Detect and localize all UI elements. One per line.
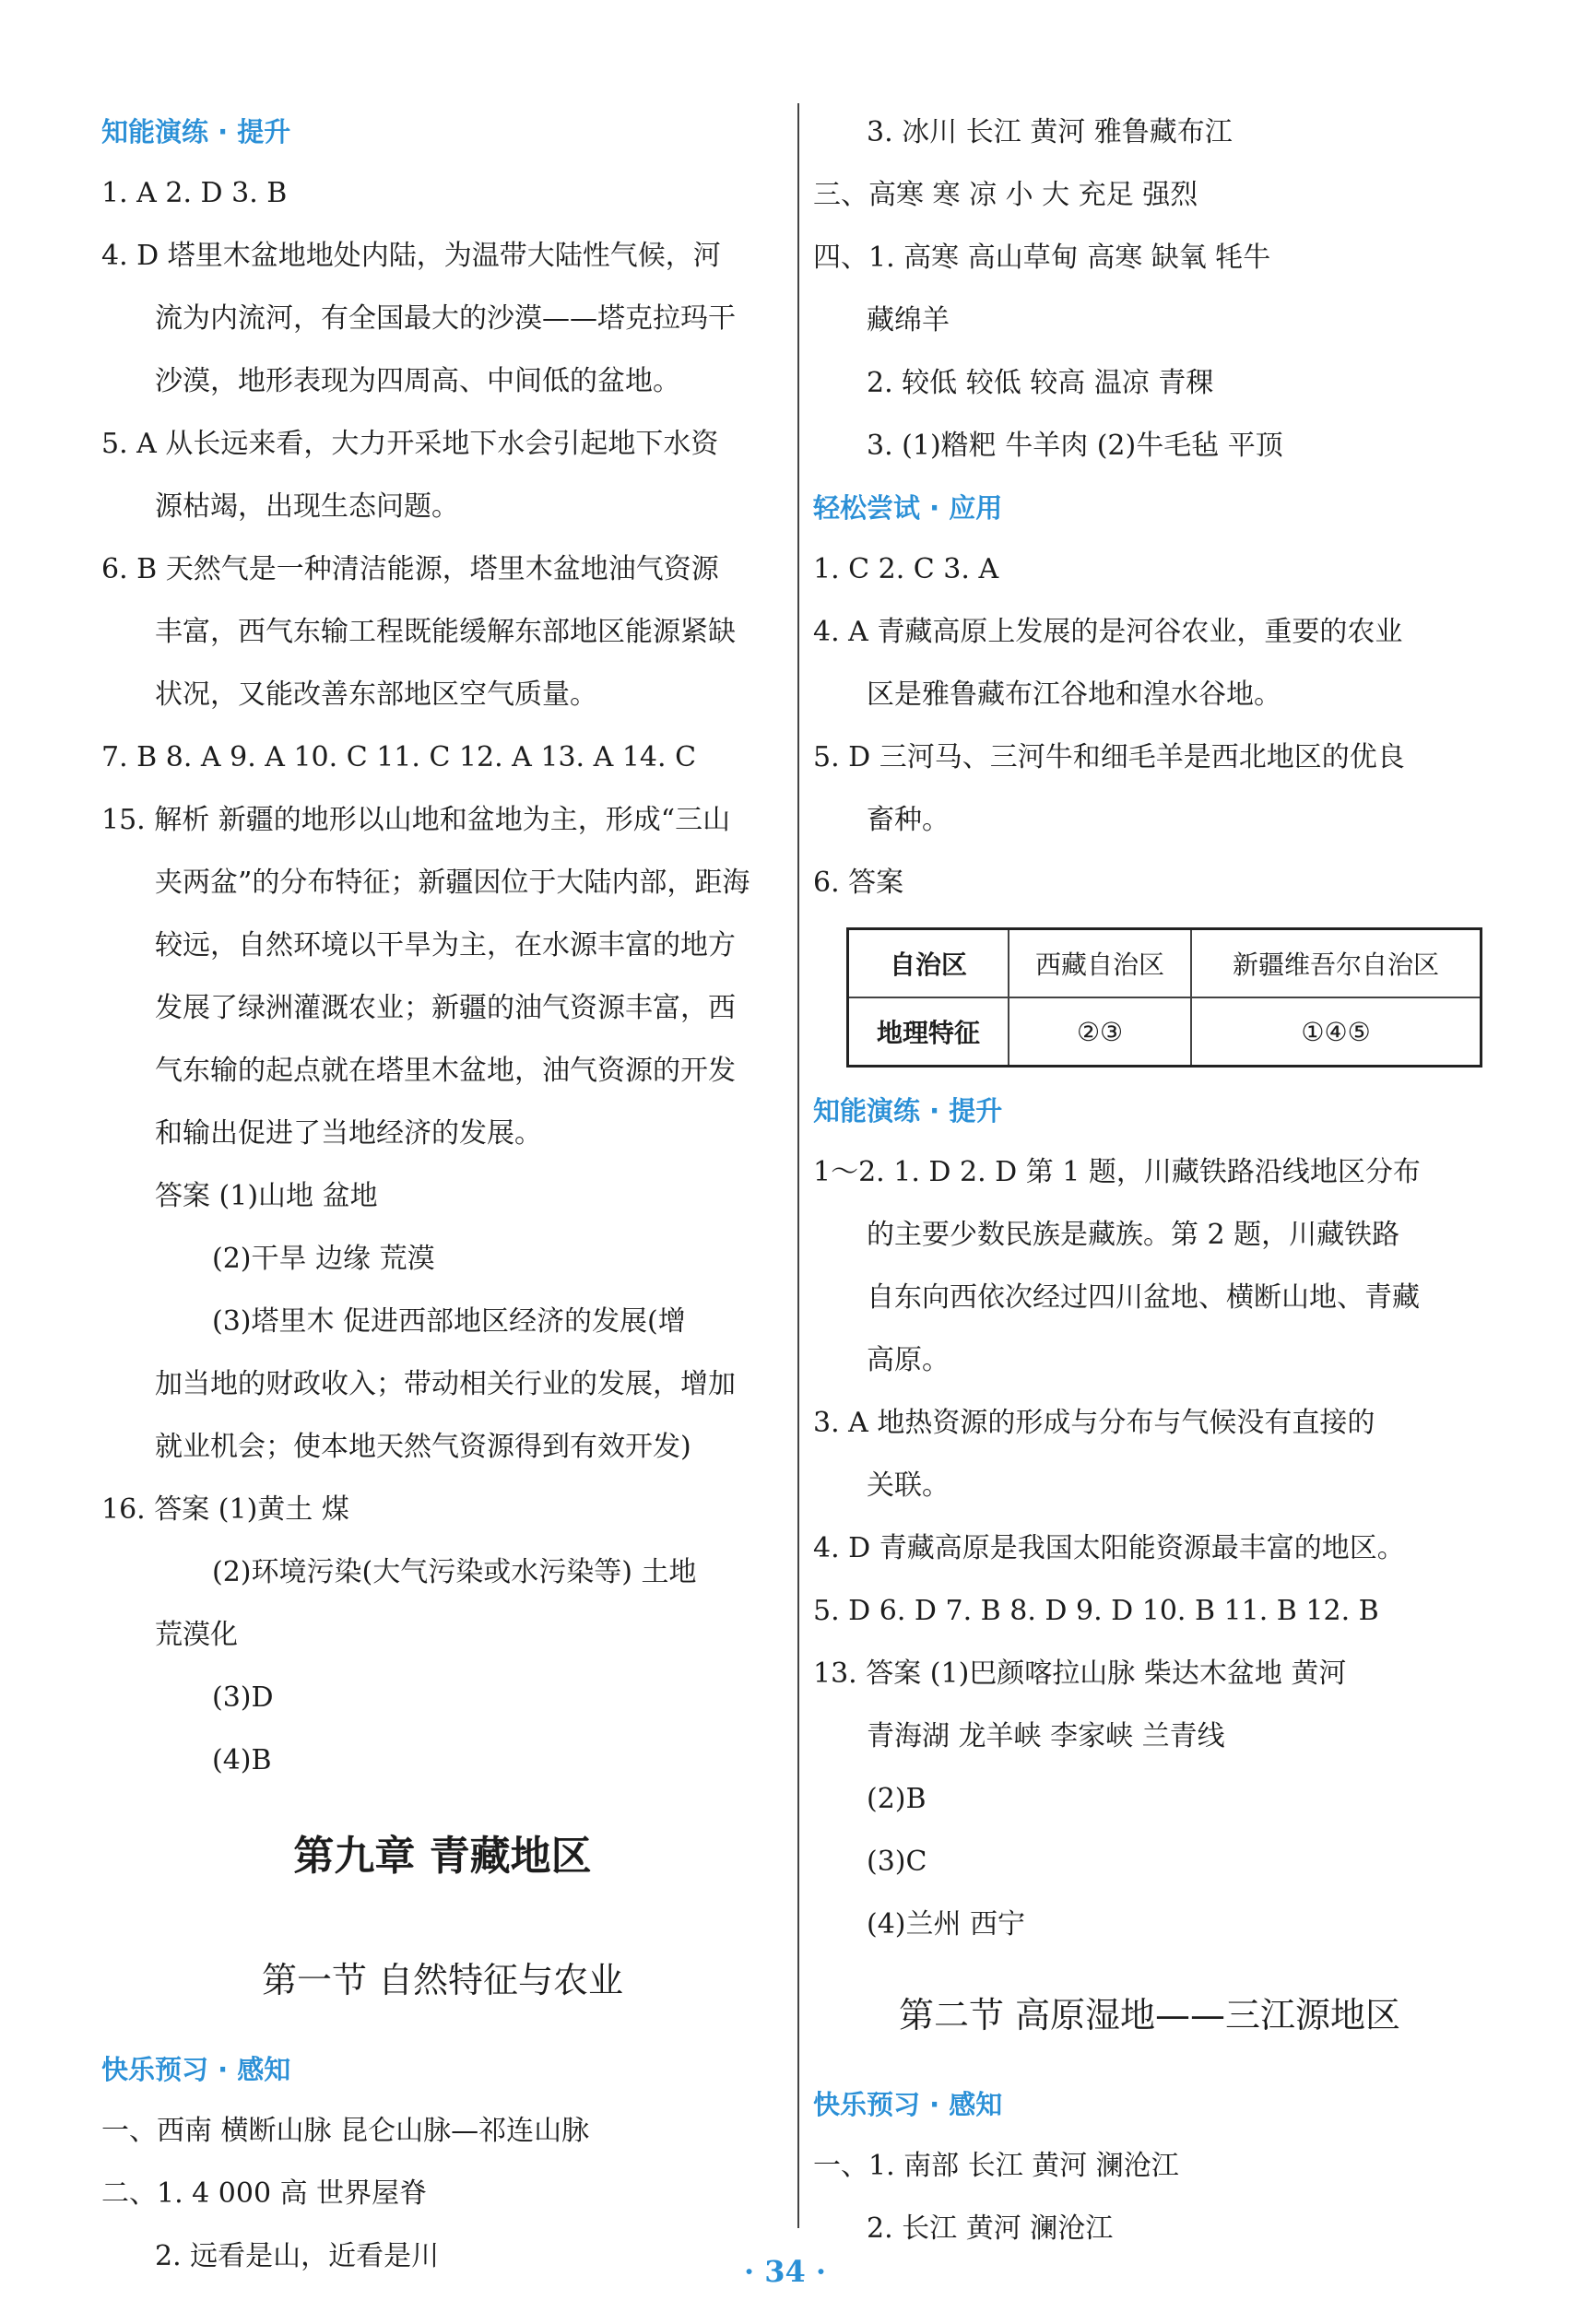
section-heading: 知能演练 · 提升 (101, 116, 291, 147)
answer-line: 6. B 天然气是一种清洁能源，塔里木盆地油气资源 (101, 553, 719, 585)
answer-line: 青海湖 龙羊峡 李家峡 兰青线 (867, 1720, 1225, 1752)
answer-line: 关联。 (867, 1469, 950, 1502)
table-cell: 新疆维吾尔自治区 (1191, 929, 1481, 998)
answer-line: 气东输的起点就在塔里木盆地，油气资源的开发 (155, 1055, 736, 1087)
answer-line: 夹两盆”的分布特征；新疆因位于大陆内部，距海 (155, 867, 750, 899)
answer-line: 丰富，西气东输工程既能缓解东部地区能源紧缺 (155, 616, 736, 648)
answer-line: 四、1. 高寒 高山草甸 高寒 缺氧 牦牛 (813, 242, 1271, 274)
chapter-title: 第九章 青藏地区 (293, 1833, 592, 1880)
answer-line: (2)环境污染(大气污染或水污染等) 土地 (212, 1556, 697, 1588)
answer-line: 2. 长江 黄河 澜沧江 (867, 2212, 1114, 2245)
section-heading: 快乐预习 · 感知 (101, 2054, 291, 2085)
answer-line: 区是雅鲁藏布江谷地和湟水谷地。 (867, 678, 1281, 711)
table-header-cell: 地理特征 (848, 997, 1009, 1067)
answer-line: 4. D 青藏高原是我国太阳能资源最丰富的地区。 (813, 1532, 1405, 1564)
answer-line: 荒漠化 (155, 1619, 238, 1651)
page-number: · 34 · (743, 2254, 827, 2289)
region-feature-table (846, 927, 1482, 1068)
answer-line: 加当地的财政收入；带动相关行业的发展，增加 (155, 1368, 736, 1400)
answer-line: 5. A 从长远来看，大力开采地下水会引起地下水资 (101, 428, 719, 460)
answer-line: (4)兰州 西宁 (867, 1908, 1026, 1941)
answer-line: 的主要少数民族是藏族。第 2 题，川藏铁路 (867, 1219, 1400, 1251)
table-header-cell: 自治区 (848, 929, 1009, 998)
answer-line: 二、1. 4 000 高 世界屋脊 (101, 2177, 428, 2210)
table-row (848, 997, 1481, 1067)
answer-line: 5. D 三河马、三河牛和细毛羊是西北地区的优良 (813, 741, 1405, 773)
section-title: 第一节 自然特征与农业 (261, 1960, 624, 2000)
answer-line: 2. 远看是山，近看是川 (155, 2240, 440, 2272)
answer-line: 发展了绿洲灌溉农业；新疆的油气资源丰富，西 (155, 992, 736, 1024)
answer-line: (3)C (867, 1846, 927, 1878)
answer-line: 3. A 地热资源的形成与分布与气候没有直接的 (813, 1407, 1375, 1439)
answer-line: 沙漠，地形表现为四周高、中间低的盆地。 (155, 365, 680, 397)
answer-line: (2)B (867, 1783, 927, 1815)
answer-line: 自东向西依次经过四川盆地、横断山地、青藏 (867, 1281, 1420, 1314)
answer-line: 3. 冰川 长江 黄河 雅鲁藏布江 (867, 116, 1233, 148)
answer-line: 3. (1)糌粑 牛羊肉 (2)牛毛毡 平顶 (867, 430, 1283, 462)
table-row (848, 929, 1481, 998)
answer-line: 16. 答案 (1)黄土 煤 (101, 1493, 349, 1526)
answer-line: 4. D 塔里木盆地地处内陆，为温带大陆性气候，河 (101, 240, 721, 272)
answer-line: 高原。 (867, 1344, 950, 1376)
answer-line: 1～2. 1. D 2. D 第 1 题，川藏铁路沿线地区分布 (813, 1156, 1421, 1188)
answer-line: 2. 较低 较低 较高 温凉 青稞 (867, 367, 1214, 399)
answer-line: 三、高寒 寒 凉 小 大 充足 强烈 (813, 179, 1198, 211)
answer-line: 1. A 2. D 3. B (101, 177, 288, 209)
answer-line: 答案 (1)山地 盆地 (155, 1180, 378, 1212)
section-title: 第二节 高原湿地——三江源地区 (898, 1995, 1401, 2035)
right-column (813, 101, 1486, 2260)
section-heading: 轻松尝试 · 应用 (813, 492, 1003, 524)
answer-line: 15. 解析 新疆的地形以山地和盆地为主，形成“三山 (101, 804, 731, 836)
answer-line: 就业机会；使本地天然气资源得到有效开发) (155, 1431, 691, 1463)
answer-line: 一、西南 横断山脉 昆仑山脉—祁连山脉 (101, 2115, 590, 2147)
answer-line: 7. B 8. A 9. A 10. C 11. C 12. A 13. A 14. C (101, 741, 697, 773)
section-heading: 知能演练 · 提升 (813, 1095, 1003, 1127)
answer-line: (4)B (212, 1744, 272, 1776)
answer-line: 13. 答案 (1)巴颜喀拉山脉 柴达木盆地 黄河 (813, 1657, 1347, 1690)
section-heading: 快乐预习 · 感知 (813, 2089, 1003, 2120)
answer-line: 流为内流河，有全国最大的沙漠——塔克拉玛干 (155, 302, 736, 335)
answer-line: (2)干旱 边缘 荒漠 (212, 1243, 435, 1275)
answer-line: 源枯竭，出现生态问题。 (155, 490, 459, 523)
table-cell: 西藏自治区 (1009, 929, 1191, 998)
answer-line: (3)塔里木 促进西部地区经济的发展(增 (212, 1305, 686, 1338)
answer-line: 藏绵羊 (867, 304, 950, 336)
answer-line: 1. C 2. C 3. A (813, 553, 999, 585)
table-cell: ②③ (1009, 997, 1191, 1067)
column-divider (797, 103, 799, 2228)
answer-line: 6. 答案 (813, 867, 904, 899)
answer-line: 和输出促进了当地经济的发展。 (155, 1117, 542, 1150)
answer-line: 5. D 6. D 7. B 8. D 9. D 10. B 11. B 12. B (813, 1595, 1379, 1627)
answer-line: (3)D (212, 1681, 274, 1714)
answer-line: 一、1. 南部 长江 黄河 澜沧江 (813, 2150, 1179, 2182)
left-column (101, 101, 784, 2288)
answer-line: 状况，又能改善东部地区空气质量。 (155, 678, 597, 711)
table-cell: ①④⑤ (1191, 997, 1481, 1067)
answer-line: 较远，自然环境以干旱为主，在水源丰富的地方 (155, 929, 736, 961)
answer-line: 4. A 青藏高原上发展的是河谷农业，重要的农业 (813, 616, 1403, 648)
answer-line: 畜种。 (867, 804, 950, 836)
